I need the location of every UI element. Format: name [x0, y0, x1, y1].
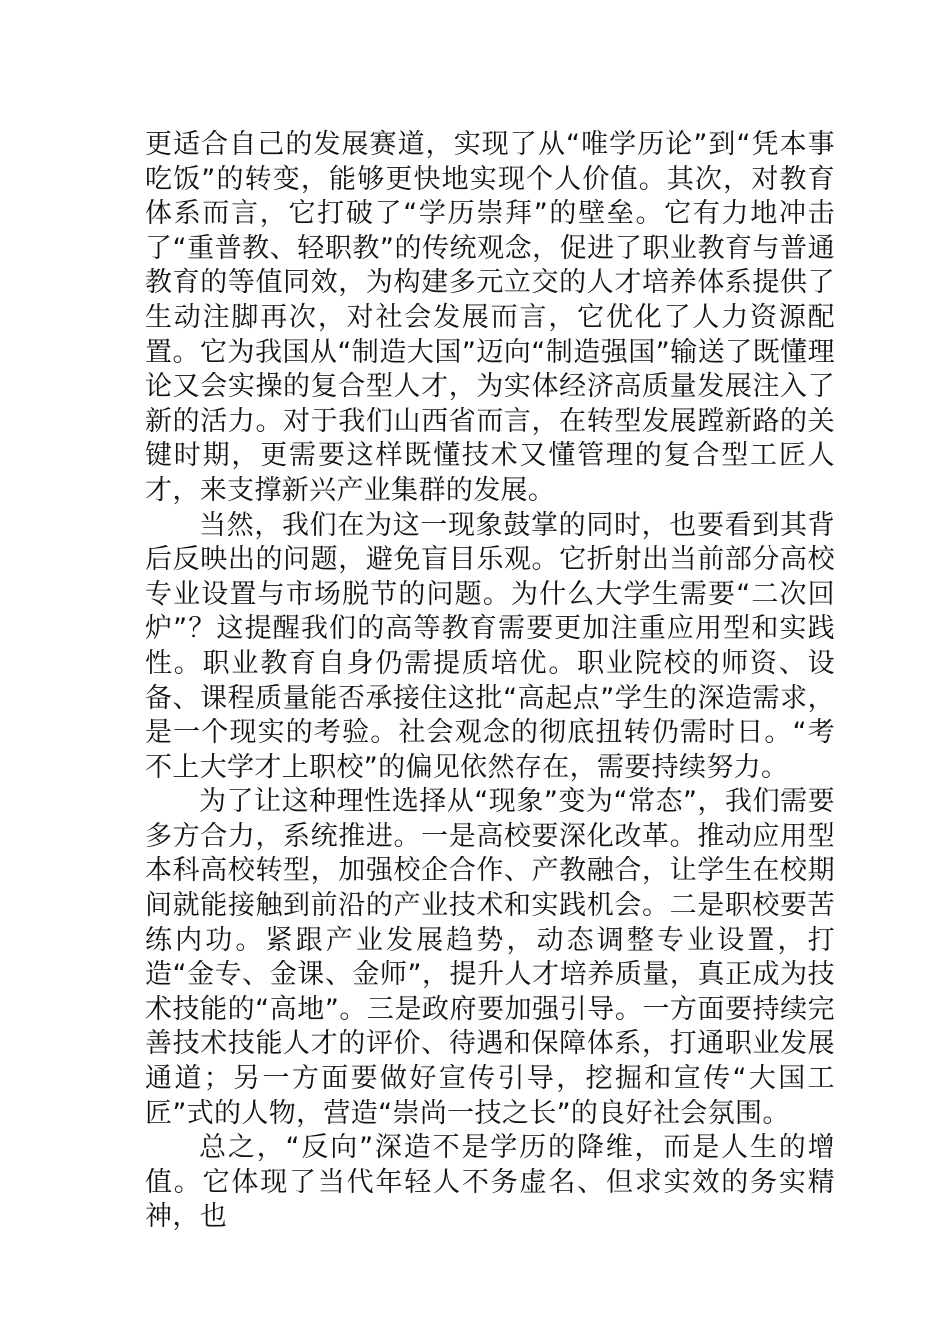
paragraph-measures: 为了让这种理性选择从“现象”变为“常态”，我们需要多方合力，系统推进。一是高校要深化改革。推动应用型本科高校转型，加强校企合作、产教融合，让学生在校期间就能接触到前沿的产业技术和实践机会。二是职校要苦练内功。紧跟产业发展趋势，动态调整专业设置，打造“金专、金课、金师”，提升人才培养质量，真正成为技术技能的“高地”。三是政府要加强引导。一方面要持续完善技术技能人才的评价、待遇和保障体系，打通职业发展通道；另一方面要做好宣传引导，挖掘和宣传“大国工匠”式的人物，营造“崇尚一技之长”的良好社会氛围。 [145, 786, 835, 1129]
paragraph-concerns: 当然，我们在为这一现象鼓掌的同时，也要看到其背后反映出的问题，避免盲目乐观。它折射出当前部分高校专业设置与市场脱节的问题。为什么大学生需要“二次回炉”？这提醒我们的高等教育需要更加注重应用型和实践性。职业教育自身仍需提质培优。职业院校的师资、设备、课程质量能否承接住这批“高起点”学生的深造需求，是一个现实的考验。社会观念的彻底扭转仍需时日。“考不上大学才上职校”的偏见依然存在，需要持续努力。 [145, 509, 835, 783]
article-body [145, 128, 835, 1235]
paragraph-conclusion: 总之，“反向”深造不是学历的降维，而是人生的增值。它体现了当代年轻人不务虚名、但求实效的务实精神，也 [145, 1132, 835, 1233]
paragraph-continued: 更适合自己的发展赛道，实现了从“唯学历论”到“凭本事吃饭”的转变，能够更快地实现个人价值。其次，对教育体系而言，它打破了“学历崇拜”的壁垒。它有力地冲击了“重普教、轻职教”的传统观念，促进了职业教育与普通教育的等值同效，为构建多元立交的人才培养体系提供了生动注脚再次，对社会发展而言，它优化了人力资源配置。它为我国从“制造大国”迈向“制造强国”输送了既懂理论又会实操的复合型人才，为实体经济高质量发展注入了新的活力。对于我们山西省而言，在转型发展蹚新路的关键时期，更需要这样既懂技术又懂管理的复合型工匠人才，来支撑新兴产业集群的发展。 [145, 129, 835, 506]
